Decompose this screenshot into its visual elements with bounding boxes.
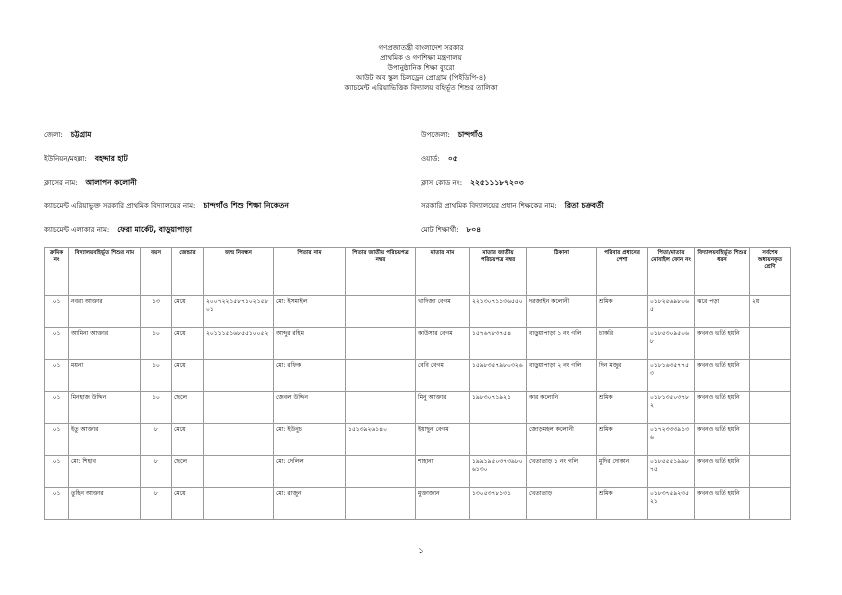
table-cell: [204, 392, 274, 424]
table-cell: ছেলে: [172, 392, 204, 424]
table-cell: ১৯৯১৯৫০৩৭৩৯৮০৬১৩০: [470, 456, 527, 488]
column-header: বয়স: [141, 248, 172, 296]
table-cell: ০১৮৫৩০৯৫০৬৮: [648, 328, 695, 360]
table-cell: জোড়মহল কলোনী: [527, 424, 597, 456]
table-row: [45, 328, 791, 360]
column-header: সর্বশেষ অধ্যয়নকৃত শ্রেণি: [750, 248, 791, 296]
school-field: [44, 200, 289, 213]
union-label: ইউনিয়ন/মহল্লা:: [44, 155, 87, 163]
table-cell: মেয়ে: [172, 424, 204, 456]
table-cell: মেয়ে: [172, 360, 204, 392]
table-cell: কখনও ভর্তি হয়নি: [695, 360, 750, 392]
table-cell: ০১: [45, 296, 69, 328]
table-cell: ঝরে পড়া: [695, 296, 750, 328]
table-cell: কাউসার বেগম: [416, 328, 470, 360]
table-cell: ২য়: [750, 296, 791, 328]
table-cell: ০১: [45, 360, 69, 392]
table-cell: [346, 488, 416, 520]
table-cell: ০১: [45, 456, 69, 488]
table-header-row: [45, 248, 791, 296]
column-header: পরিবার প্রধানের পেশা: [597, 248, 648, 296]
table-cell: [750, 392, 791, 424]
header-line-5: ক্যাচমেন্ট এরিয়াভিত্তিক বিদ্যালয় বহির্ভূত শিশুর তালিকা: [344, 84, 498, 92]
column-header: জেন্ডার: [172, 248, 204, 296]
page-number: ১: [418, 546, 424, 555]
table-row: [45, 360, 791, 392]
column-header: বিদ্যালয়বহির্ভূত শিশুর নাম: [69, 248, 141, 296]
table-cell: ৮: [141, 456, 172, 488]
header-line-2: প্রাথমিক ও গণশিক্ষা মন্ত্রণালয়: [380, 54, 462, 62]
header-line-4: আউট অব স্কুল চিলড্রেন প্রোগ্রাম (পিইডিপি-৪): [356, 74, 486, 82]
table-cell: দিন মজুর: [597, 360, 648, 392]
table-row: [45, 456, 791, 488]
table-cell: মুদির দোকান: [597, 456, 648, 488]
header-line-3: উপানুষ্ঠানিক শিক্ষা ব্যুরো: [387, 64, 455, 72]
table-cell: [470, 424, 527, 456]
table-cell: মো: রাজুন: [274, 488, 346, 520]
ward-label: ওয়ার্ড:: [421, 155, 440, 163]
table-cell: ২০১১১৫১৬৮৫৫১০০৫২: [204, 328, 274, 360]
table-cell: আমিনা আক্তার: [69, 328, 141, 360]
table-cell: কখনও ভর্তি হয়নি: [695, 424, 750, 456]
table-cell: কখনও ভর্তি হয়নি: [695, 392, 750, 424]
ward-value: ০৫: [447, 154, 458, 163]
table-cell: [204, 360, 274, 392]
table-cell: ১০: [141, 392, 172, 424]
ward-field: [421, 153, 458, 166]
school-value: চান্দগাঁও শিশু শিক্ষা নিকেতন: [203, 201, 289, 210]
table-cell: মেয়ে: [172, 296, 204, 328]
table-cell: ০১৮১৩৫০৩৭৮২: [648, 392, 695, 424]
table-cell: জেবল উদ্দিন: [274, 392, 346, 424]
table-cell: ২০০৭২২১৫৮৭১০২১৫৮০১: [204, 296, 274, 328]
table-cell: [750, 456, 791, 488]
table-row: [45, 392, 791, 424]
upazila-value: চান্দগাঁও: [457, 130, 483, 139]
table-cell: বাড়ুয়াপাড়া ১ নং গলি: [527, 328, 597, 360]
table-cell: বাড়ুয়াপাড়া ২ নং গলি: [527, 360, 597, 392]
column-header: ক্রমিক নং: [45, 248, 69, 296]
table-cell: [204, 488, 274, 520]
center-code-field: [421, 177, 524, 190]
table-cell: কখনও ভর্তি হয়নি: [695, 488, 750, 520]
table-row: [45, 424, 791, 456]
table-cell: নবরা আক্তার: [69, 296, 141, 328]
table-cell: শ্রমিক: [597, 392, 648, 424]
column-header: পিতার নাম: [274, 248, 346, 296]
center-label: ক্লাসের নাম:: [44, 179, 78, 187]
table-cell: ১০: [141, 328, 172, 360]
table-cell: ০১৮৩৭৫৯২৩৫২১: [648, 488, 695, 520]
table-cell: [750, 328, 791, 360]
upazila-field: [421, 129, 483, 142]
column-header: ঠিকানা: [527, 248, 597, 296]
center-code-label: ক্লাস কোড নং:: [421, 179, 463, 187]
total-value: ৮০৪: [466, 225, 482, 234]
table-cell: ১৫৭৬৭৮৩৭৫৪: [470, 328, 527, 360]
table-cell: বেবি বেগম: [416, 360, 470, 392]
table-cell: [750, 424, 791, 456]
table-cell: শ্রমিক: [597, 424, 648, 456]
table-cell: তুহিন আক্তার: [69, 488, 141, 520]
table-cell: ০১৭২৩৩৩৯১৩৬: [648, 424, 695, 456]
table-cell: খাদিজা বেগম: [416, 296, 470, 328]
table-cell: ইয়াছুন বেগম: [416, 424, 470, 456]
table-cell: [346, 296, 416, 328]
table-row: [45, 488, 791, 520]
table-cell: ০১৮৫৫৫১৯৯৮৭৫: [648, 456, 695, 488]
district-field: [44, 129, 91, 142]
table-cell: [346, 328, 416, 360]
column-header: পিতার জাতীয় পরিচয়পত্র নম্বর: [346, 248, 416, 296]
table-cell: ১০: [141, 360, 172, 392]
table-cell: ১৫১৩৯২৬১৪০: [346, 424, 416, 456]
table-cell: ৮: [141, 488, 172, 520]
table-cell: [750, 360, 791, 392]
table-cell: [346, 392, 416, 424]
table-cell: মিনহাজ উদ্দিন: [69, 392, 141, 424]
table-cell: মেয়ে: [172, 488, 204, 520]
table-cell: শাহানা: [416, 456, 470, 488]
column-header: পিতা/মাতার মোবাইল ফোন নং: [648, 248, 695, 296]
center-code-value: ২২৫১১১৮৭২০৩: [470, 178, 524, 187]
table-cell: [204, 456, 274, 488]
table-cell: ১৩০৫৩৭৮১৩১: [470, 488, 527, 520]
table-cell: মো: শিহাব: [69, 456, 141, 488]
table-cell: ময়না: [69, 360, 141, 392]
column-header: মাতার জাতীয় পরিচয়পত্র নম্বর: [470, 248, 527, 296]
table-cell: মেয়ে: [172, 328, 204, 360]
table-cell: মো: রফিক: [274, 360, 346, 392]
table-cell: শ্রমিক: [597, 488, 648, 520]
column-header: বিদ্যালয়বহির্ভূত শিশুর ধরন: [695, 248, 750, 296]
table-cell: ২২১৩০৭১১৩৬৫৫০: [470, 296, 527, 328]
head-teacher-field: [421, 200, 604, 213]
center-value: আলাপন কলোনী: [85, 178, 137, 187]
head-teacher-label: সরকারি প্রাথমিক বিদ্যালয়ের প্রধান শিক্ষকের নাম:: [421, 202, 557, 210]
total-label: মোট শিক্ষার্থী:: [421, 226, 459, 234]
table-cell: খেতাতাড় ১ নং গলি: [527, 456, 597, 488]
table-cell: [750, 488, 791, 520]
district-value: চট্টগ্রাম: [70, 130, 92, 139]
table-cell: মিনু আক্তার: [416, 392, 470, 424]
column-header: জন্ম নিবন্ধন: [204, 248, 274, 296]
table-cell: মো: ইসমাইল: [274, 296, 346, 328]
table-cell: ১৫৯৮৩৫৭৯৮০৩২৬: [470, 360, 527, 392]
table-cell: ০১: [45, 488, 69, 520]
table-cell: ০১: [45, 392, 69, 424]
table-cell: ০১৮২৫৬৯৮০৬৫: [648, 296, 695, 328]
table-cell: [346, 360, 416, 392]
upazila-label: উপজেলা:: [421, 131, 450, 139]
table-cell: মো: দেলিল: [274, 456, 346, 488]
table-cell: কার কলোনি: [527, 392, 597, 424]
table-cell: আব্দুর রহিম: [274, 328, 346, 360]
table-cell: খেতাতাড়: [527, 488, 597, 520]
table-row: [45, 296, 791, 328]
total-field: [421, 224, 481, 237]
table-cell: মো: ইউনুচ: [274, 424, 346, 456]
union-value: বহদ্দার হাট: [94, 154, 128, 163]
table-cell: শ্রমিক: [597, 296, 648, 328]
school-label: ক্যাচমেন্ট এরিয়াভুক্ত সরকারি প্রাথমিক বিদ্যালয়ের নাম:: [44, 202, 196, 210]
district-label: জেলা:: [44, 131, 63, 139]
table-cell: [204, 424, 274, 456]
area-value: ফেরা মার্কেট, বাড়ুয়াপাড়া: [117, 225, 192, 234]
head-teacher-value: রিতা চক্রবর্তী: [564, 201, 604, 210]
union-field: [44, 153, 128, 166]
table-cell: ১৩: [141, 296, 172, 328]
table-cell: দরজাইন কলোনী: [527, 296, 597, 328]
table-cell: ০১৮১৬৩৫৭৭৫৩: [648, 360, 695, 392]
children-table: [44, 247, 791, 520]
table-cell: ইতু আক্তার: [69, 424, 141, 456]
area-field: [44, 224, 192, 237]
table-cell: ১৯৮৩০৭১৯২১: [470, 392, 527, 424]
column-header: মাতার নাম: [416, 248, 470, 296]
table-cell: কখনও ভর্তি হয়নি: [695, 328, 750, 360]
table-cell: ছেলে: [172, 456, 204, 488]
table-cell: চাকরি: [597, 328, 648, 360]
center-field: [44, 177, 137, 190]
header-line-1: গণপ্রজাতন্ত্রী বাংলাদেশ সরকার: [378, 44, 464, 52]
table-cell: কখনও ভর্তি হয়নি: [695, 456, 750, 488]
table-cell: [346, 456, 416, 488]
table-cell: মুক্তাজান: [416, 488, 470, 520]
table-cell: ০১: [45, 328, 69, 360]
table-cell: ০১: [45, 424, 69, 456]
table-cell: ৮: [141, 424, 172, 456]
area-label: ক্যাচমেন্ট এলাকার নাম:: [44, 226, 110, 234]
